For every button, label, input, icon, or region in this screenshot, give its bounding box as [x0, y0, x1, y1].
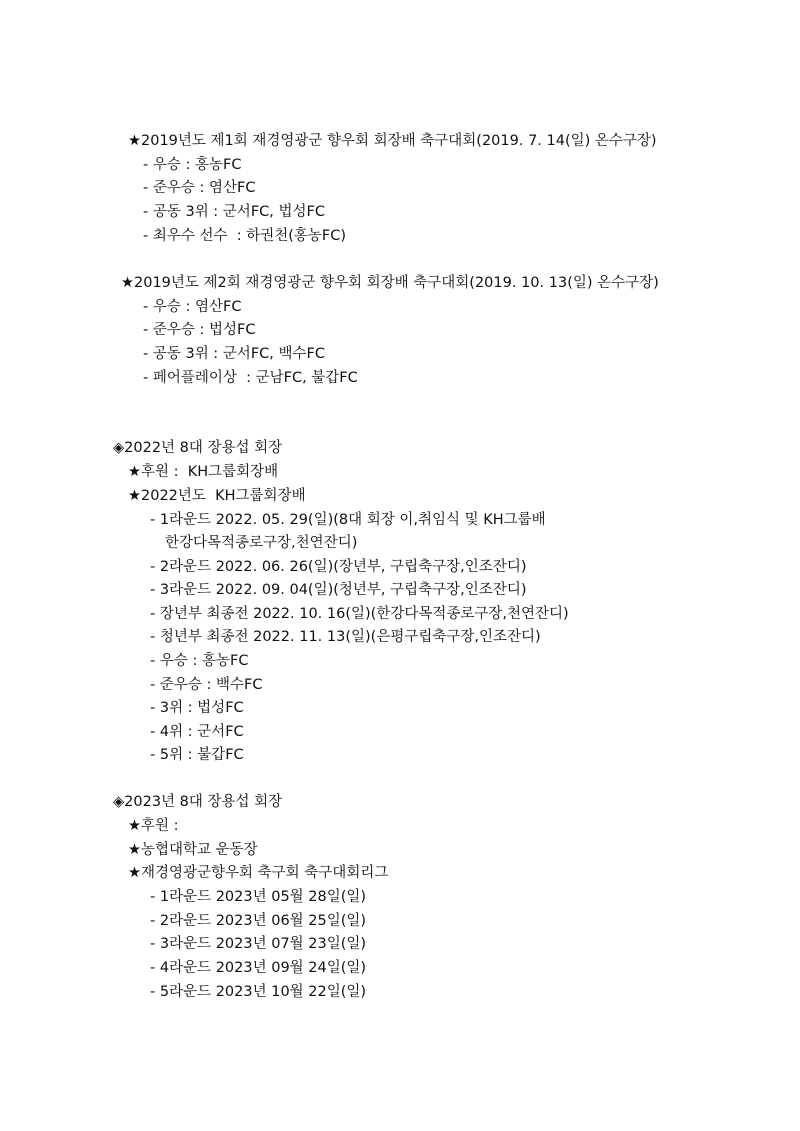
round-1-2022: - 1라운드 2022. 05. 29(일)(8대 회장 이,취임식 및 KH그룹배	[150, 512, 546, 528]
season-2023-heading: ◈2023년 8대 장용섭 회장	[113, 794, 283, 810]
round-3-2023: - 3라운드 2023년 07월 23일(일)	[150, 936, 367, 952]
result-winner: - 우승 : 홍농FC	[143, 157, 242, 173]
round-1-2023: - 1라운드 2023년 05월 28일(일)	[150, 889, 367, 905]
result-runner-up: - 준우승 : 염산FC	[143, 180, 256, 196]
result-fifth: - 5위 : 불갑FC	[150, 747, 244, 763]
round-4-2023: - 4라운드 2023년 09월 24일(일)	[150, 960, 367, 976]
round-5-2023: - 5라운드 2023년 10월 22일(일)	[150, 984, 367, 1000]
sponsor-2023: ★후원 :	[128, 818, 179, 834]
league-2023-title: ★재경영광군향우회 축구회 축구대회리그	[128, 865, 389, 881]
round-1-2022-venue: 한강다목적종로구장,천연잔디)	[165, 535, 358, 551]
round-2-2022: - 2라운드 2022. 06. 26(일)(장년부, 구립축구장,인조잔디)	[150, 559, 527, 575]
sponsor-2022: ★후원 : KH그룹회장배	[128, 464, 279, 480]
round-3-2022: - 3라운드 2022. 09. 04(일)(청년부, 구립축구장,인조잔디)	[150, 582, 527, 598]
result-fair-play: - 페어플레이상 : 군남FC, 불갑FC	[143, 370, 358, 386]
result-runner-up: - 준우승 : 백수FC	[150, 677, 263, 693]
result-runner-up: - 준우승 : 법성FC	[143, 322, 256, 338]
result-joint-third: - 공동 3위 : 군서FC, 법성FC	[143, 204, 325, 220]
tournament-2019-2-title: ★2019년도 제2회 재경영광군 향우회 회장배 축구대회(2019. 10. 13(일) 온수구장)	[121, 275, 659, 291]
result-third: - 3위 : 법성FC	[150, 700, 244, 716]
season-2022-heading: ◈2022년 8대 장용섭 회장	[113, 440, 283, 456]
senior-final-2022: - 장년부 최종전 2022. 10. 16(일)(한강다목적종로구장,천연잔디)	[150, 606, 569, 622]
round-2-2023: - 2라운드 2023년 06월 25일(일)	[150, 913, 367, 929]
tournament-2019-1-title: ★2019년도 제1회 재경영광군 향우회 회장배 축구대회(2019. 7. 14(일) 온수구장)	[128, 133, 657, 149]
result-mvp: - 최우수 선수 : 하권천(홍농FC)	[143, 228, 347, 244]
cup-2022-title: ★2022년도 KH그룹회장배	[128, 488, 306, 504]
result-joint-third: - 공동 3위 : 군서FC, 백수FC	[143, 346, 325, 362]
result-winner: - 우승 : 염산FC	[143, 299, 242, 315]
result-fourth: - 4위 : 군서FC	[150, 724, 244, 740]
result-winner: - 우승 : 홍농FC	[150, 653, 249, 669]
venue-2023: ★농협대학교 운동장	[128, 842, 258, 858]
youth-final-2022: - 청년부 최종전 2022. 11. 13(일)(은평구립축구장,인조잔디)	[150, 629, 541, 645]
